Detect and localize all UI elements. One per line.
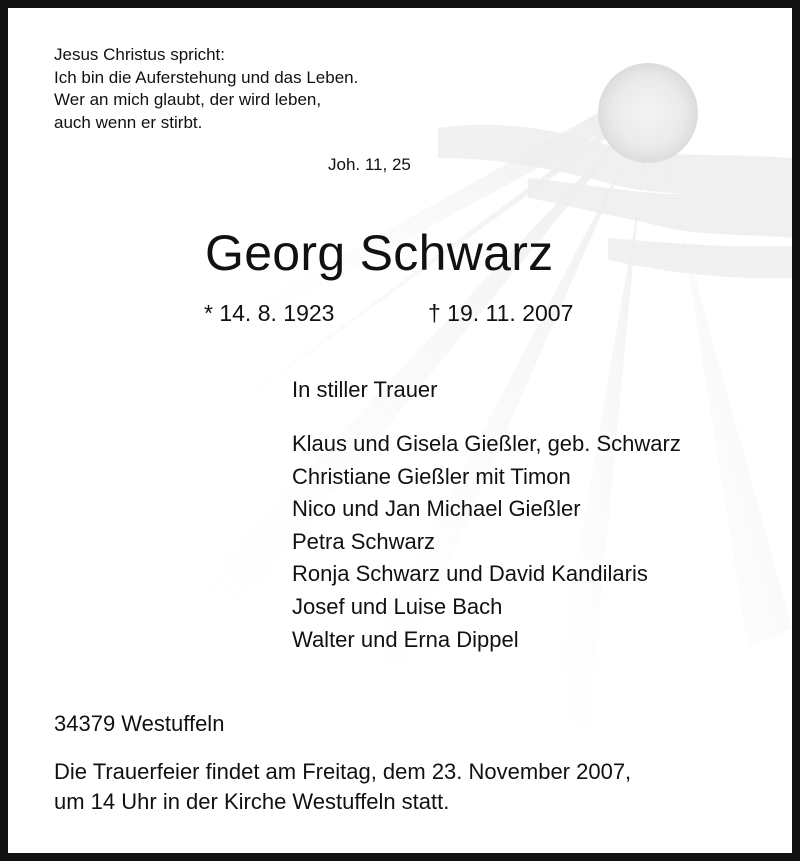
place: 34379 Westuffeln (54, 711, 225, 736)
death-date: † 19. 11. 2007 (428, 300, 574, 326)
deceased-name: Georg Schwarz (205, 225, 554, 281)
verse-line: auch wenn er stirbt. (54, 112, 203, 132)
mourners-list (292, 428, 681, 656)
birth-date: * 14. 8. 1923 (204, 300, 335, 326)
ceremony-line: Die Trauerfeier findet am Freitag, dem 23. November 2007, (54, 759, 632, 784)
mourner-name: Nico und Jan Michael Gießler (292, 496, 581, 522)
verse-reference: Joh. 11, 25 (328, 155, 411, 174)
sun (598, 63, 698, 163)
ceremony-notice (54, 757, 631, 817)
mourner-name: Klaus und Gisela Gießler, geb. Schwarz (292, 431, 681, 456)
mourner-name: Petra Schwarz (292, 528, 436, 554)
mourner-name: Josef und Luise Bach (292, 593, 503, 619)
verse-line: Jesus Christus spricht: (54, 45, 225, 64)
bible-verse (54, 44, 358, 134)
mourning-intro: In stiller Trauer (292, 377, 438, 402)
mourner-name: Christiane Gießler mit Timon (292, 463, 571, 489)
mourner-name: Ronja Schwarz und David Kandilaris (292, 561, 648, 587)
verse-line: Ich bin die Auferstehung und das Leben. (54, 67, 359, 87)
verse-line: Wer an mich glaubt, der wird leben, (54, 90, 322, 109)
mourner-name: Walter und Erna Dippel (292, 626, 519, 652)
ceremony-line: um 14 Uhr in der Kirche Westuffeln statt. (54, 789, 450, 814)
